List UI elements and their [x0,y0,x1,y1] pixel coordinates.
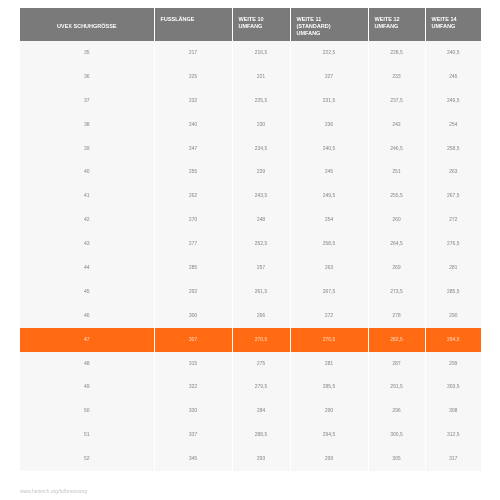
table-cell: 281 [425,256,481,280]
table-row [20,65,481,89]
table-cell: 290 [290,399,368,423]
table-row [20,423,481,447]
table-cell: 231,5 [290,89,368,113]
table-cell: 275 [232,352,290,376]
table-cell: 234,5 [232,137,290,161]
table-cell: 315 [154,352,232,376]
table-row [20,184,481,208]
size-table [20,8,481,471]
table-row [20,41,481,65]
table-cell: 240,5 [290,137,368,161]
table-cell: 266 [232,304,290,328]
table-cell: 217 [154,41,232,65]
table-cell: 272 [290,304,368,328]
table-cell: 233 [368,65,425,89]
table-cell: 245 [290,160,368,184]
table-cell: 48 [20,352,154,376]
size-chart [20,8,481,471]
column-header-line: WEITE 14 [431,17,457,23]
table-cell: 322 [154,375,232,399]
column-header-line: WEITE 10 [238,17,264,23]
table-row [20,208,481,232]
table-cell: 38 [20,113,154,137]
table-cell: 261,5 [232,280,290,304]
table-cell: 258,5 [290,232,368,256]
table-cell: 40 [20,160,154,184]
table-row [20,137,481,161]
table-cell: 255 [154,160,232,184]
table-cell: 249,5 [290,184,368,208]
table-cell: 276,5 [425,232,481,256]
table-cell: 237,5 [368,89,425,113]
column-header-line: UVEX SCHUHGRÖSSE [56,24,117,30]
table-cell: 227 [290,65,368,89]
table-row [20,304,481,328]
table-body [20,41,481,471]
table-cell: 49 [20,375,154,399]
table-cell: 257 [232,256,290,280]
table-cell: 46 [20,304,154,328]
table-cell: 284 [232,399,290,423]
table-cell: 239 [232,160,290,184]
table-cell: 337 [154,423,232,447]
source-note: www.heinrich.org/fußmessung [20,489,87,495]
table-cell: 330 [154,399,232,423]
table-row [20,89,481,113]
table-cell: 240,5 [425,41,481,65]
table-cell: 294,5 [425,328,481,352]
table-cell: 39 [20,137,154,161]
column-header-line: WEITE 12 [374,17,400,23]
column-header-line: WEITE 11 [296,17,322,23]
table-cell: 300 [154,304,232,328]
column-header-line: UMFANG [238,24,263,30]
table-cell: 305 [368,447,425,471]
table-row [20,232,481,256]
table-cell: 272 [425,208,481,232]
column-header [368,8,425,41]
table-cell: 242 [368,113,425,137]
column-header-line: UMFANG [374,24,399,30]
table-cell: 36 [20,65,154,89]
table-cell: 282,5 [368,328,425,352]
column-header-line: FUSSLÄNGE [160,17,195,23]
table-cell: 216,5 [232,41,290,65]
column-header [154,8,232,41]
table-cell: 267,5 [290,280,368,304]
table-cell: 52 [20,447,154,471]
table-cell: 267,5 [425,184,481,208]
table-row [20,113,481,137]
table-cell: 37 [20,89,154,113]
table-row [20,399,481,423]
table-cell: 225,5 [232,89,290,113]
header-row [20,8,481,41]
table-cell: 230 [232,113,290,137]
column-header-line: (STANDARD) [296,24,331,30]
table-cell: 43 [20,232,154,256]
table-row [20,447,481,471]
table-cell: 285,5 [425,280,481,304]
column-header-line: UMFANG [431,24,456,30]
table-cell: 240 [154,113,232,137]
table-cell: 221 [232,65,290,89]
table-cell: 41 [20,184,154,208]
table-cell: 252,5 [232,232,290,256]
column-header [425,8,481,41]
table-cell: 281 [290,352,368,376]
table-cell: 345 [154,447,232,471]
table-cell: 228,5 [368,41,425,65]
table-cell: 249,5 [425,89,481,113]
table-cell: 243,5 [232,184,290,208]
column-header [290,8,368,41]
table-cell: 45 [20,280,154,304]
table-cell: 317 [425,447,481,471]
table-cell: 222,5 [290,41,368,65]
table-cell: 260 [368,208,425,232]
table-cell: 35 [20,41,154,65]
table-cell: 285 [154,256,232,280]
table-cell: 245 [425,65,481,89]
table-cell: 299 [290,447,368,471]
table-row [20,160,481,184]
table-cell: 293 [232,447,290,471]
table-cell: 287 [368,352,425,376]
table-cell: 51 [20,423,154,447]
table-cell: 278 [368,304,425,328]
table-cell: 236 [290,113,368,137]
table-row [20,280,481,304]
table-cell: 277 [154,232,232,256]
table-cell: 232 [154,89,232,113]
table-cell: 251 [368,160,425,184]
table-row [20,256,481,280]
table-cell: 225 [154,65,232,89]
table-cell: 263 [425,160,481,184]
table-cell: 262 [154,184,232,208]
table-cell: 288,5 [232,423,290,447]
table-cell: 247 [154,137,232,161]
table-cell: 42 [20,208,154,232]
table-cell: 307 [154,328,232,352]
table-cell: 312,5 [425,423,481,447]
table-cell: 285,5 [290,375,368,399]
table-cell: 254 [290,208,368,232]
table-cell: 296 [368,399,425,423]
table-row [20,352,481,376]
table-cell: 292 [154,280,232,304]
table-cell: 300,5 [368,423,425,447]
table-cell: 258,5 [425,137,481,161]
column-header [232,8,290,41]
table-cell: 44 [20,256,154,280]
table-cell: 246,5 [368,137,425,161]
table-cell: 299 [425,352,481,376]
table-cell: 308 [425,399,481,423]
table-cell: 47 [20,328,154,352]
table-cell: 291,5 [368,375,425,399]
table-cell: 269 [368,256,425,280]
table-cell: 270 [154,208,232,232]
table-cell: 303,5 [425,375,481,399]
table-cell: 279,5 [232,375,290,399]
table-header [20,8,481,41]
table-cell: 273,5 [368,280,425,304]
table-cell: 276,5 [290,328,368,352]
table-cell: 263 [290,256,368,280]
table-row-highlighted [20,328,481,352]
table-cell: 290 [425,304,481,328]
table-cell: 270,5 [232,328,290,352]
table-cell: 254 [425,113,481,137]
table-cell: 248 [232,208,290,232]
column-header [20,8,154,41]
table-cell: 50 [20,399,154,423]
column-header-line: UMFANG [296,31,321,37]
table-cell: 255,5 [368,184,425,208]
table-row [20,375,481,399]
table-cell: 264,5 [368,232,425,256]
table-cell: 294,5 [290,423,368,447]
